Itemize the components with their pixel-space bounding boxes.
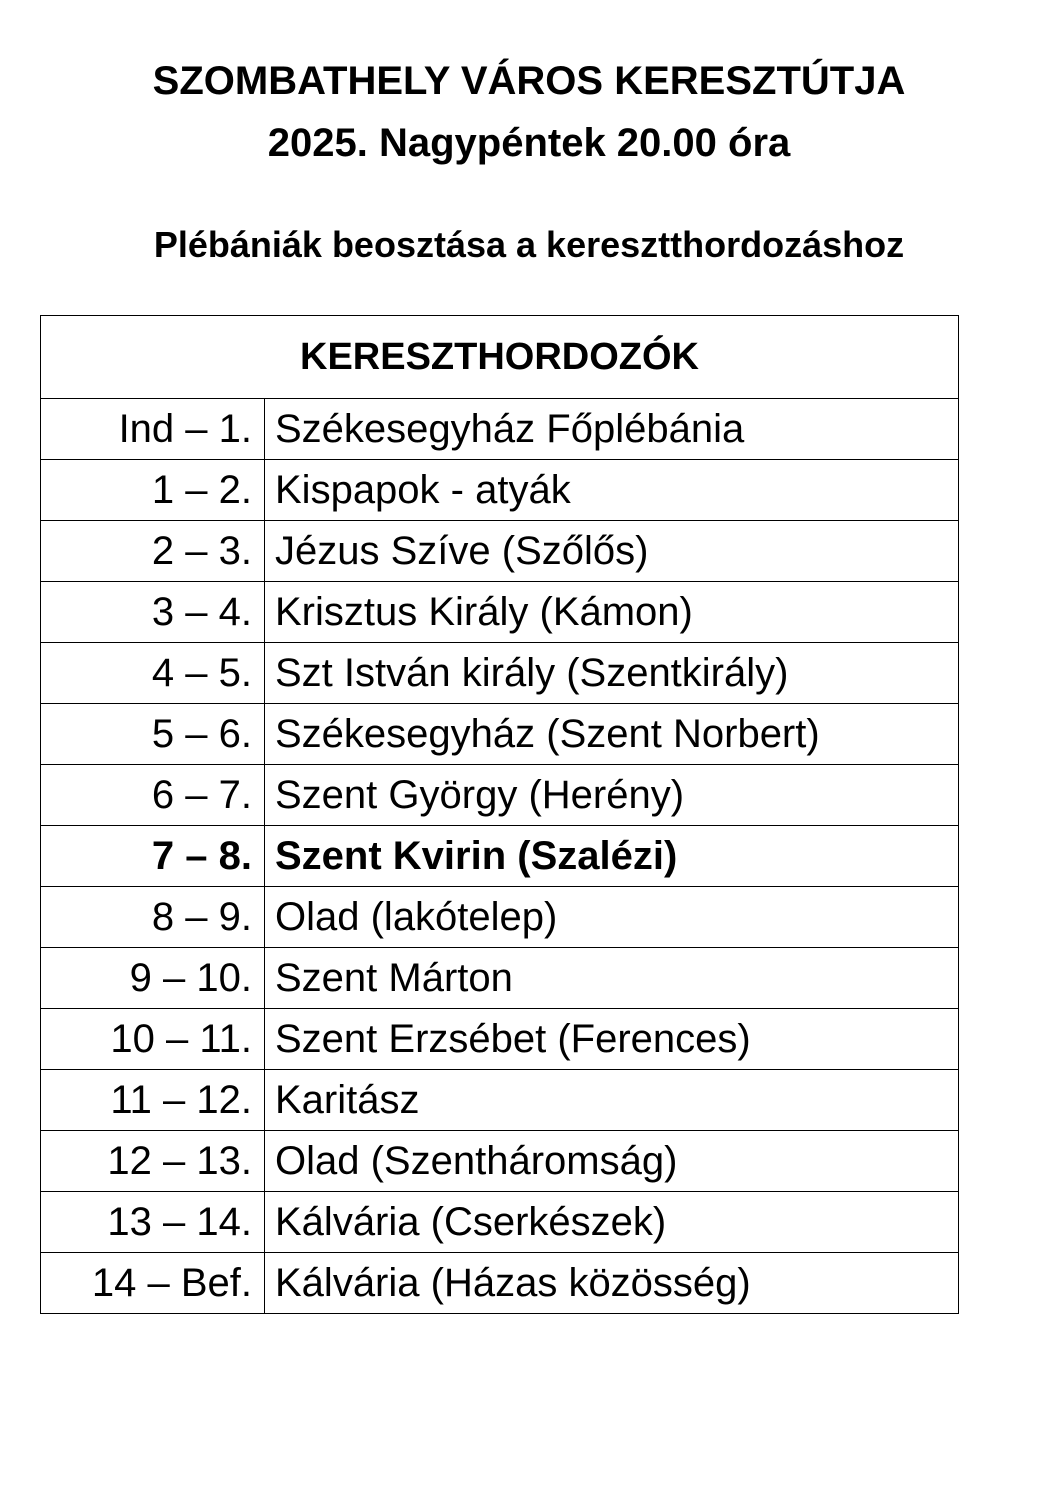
station-range-cell: 13 – 14.: [41, 1192, 265, 1253]
table-row: [41, 704, 959, 765]
parish-cell: Székesegyház Főplébánia: [265, 399, 959, 460]
table-row: [41, 1070, 959, 1131]
table-header-row: [41, 316, 959, 399]
station-range-cell: 5 – 6.: [41, 704, 265, 765]
station-range-cell: 3 – 4.: [41, 582, 265, 643]
table-row: [41, 948, 959, 1009]
station-range-cell: 7 – 8.: [41, 826, 265, 887]
parish-cell: Karitász: [265, 1070, 959, 1131]
station-range-cell: 9 – 10.: [41, 948, 265, 1009]
table-row: [41, 1131, 959, 1192]
parish-cell: Szent Márton: [265, 948, 959, 1009]
table-row: [41, 1009, 959, 1070]
table-row: [41, 521, 959, 582]
station-range-cell: 6 – 7.: [41, 765, 265, 826]
station-range-cell: Ind – 1.: [41, 399, 265, 460]
document-subtitle: Plébániák beosztása a keresztthordozáshoz: [153, 224, 905, 265]
station-range-cell: 12 – 13.: [41, 1131, 265, 1192]
table-row: [41, 643, 959, 704]
parish-cell: Kispapok - atyák: [265, 460, 959, 521]
table-row: [41, 399, 959, 460]
document-title: SZOMBATHELY VÁROS KERESZTÚTJA: [152, 59, 906, 103]
parish-cell: Szt István király (Szentkirály): [265, 643, 959, 704]
table-heading: KERESZTHORDOZÓK: [41, 316, 959, 399]
document-date-time: 2025. Nagypéntek 20.00 óra: [267, 121, 791, 165]
table-row: [41, 582, 959, 643]
parish-cell: Olad (lakótelep): [265, 887, 959, 948]
station-range-cell: 14 – Bef.: [41, 1253, 265, 1314]
station-range-cell: 2 – 3.: [41, 521, 265, 582]
parish-cell: Szent Erzsébet (Ferences): [265, 1009, 959, 1070]
table-row: [41, 1253, 959, 1314]
cross-bearers-table: [40, 315, 959, 1314]
table-row: [41, 1192, 959, 1253]
parish-cell: Kálvária (Cserkészek): [265, 1192, 959, 1253]
station-range-cell: 8 – 9.: [41, 887, 265, 948]
parish-cell: Olad (Szentháromság): [265, 1131, 959, 1192]
parish-cell: Szent György (Herény): [265, 765, 959, 826]
station-range-cell: 1 – 2.: [41, 460, 265, 521]
parish-cell: Jézus Szíve (Szőlős): [265, 521, 959, 582]
parish-cell: Szent Kvirin (Szalézi): [265, 826, 959, 887]
station-range-cell: 4 – 5.: [41, 643, 265, 704]
table-row: [41, 887, 959, 948]
parish-cell: Székesegyház (Szent Norbert): [265, 704, 959, 765]
table-row: [41, 765, 959, 826]
station-range-cell: 10 – 11.: [41, 1009, 265, 1070]
table-body: [41, 399, 959, 1314]
table-row: [41, 826, 959, 887]
station-range-cell: 11 – 12.: [41, 1070, 265, 1131]
parish-cell: Kálvária (Házas közösség): [265, 1253, 959, 1314]
parish-cell: Krisztus Király (Kámon): [265, 582, 959, 643]
table-row: [41, 460, 959, 521]
